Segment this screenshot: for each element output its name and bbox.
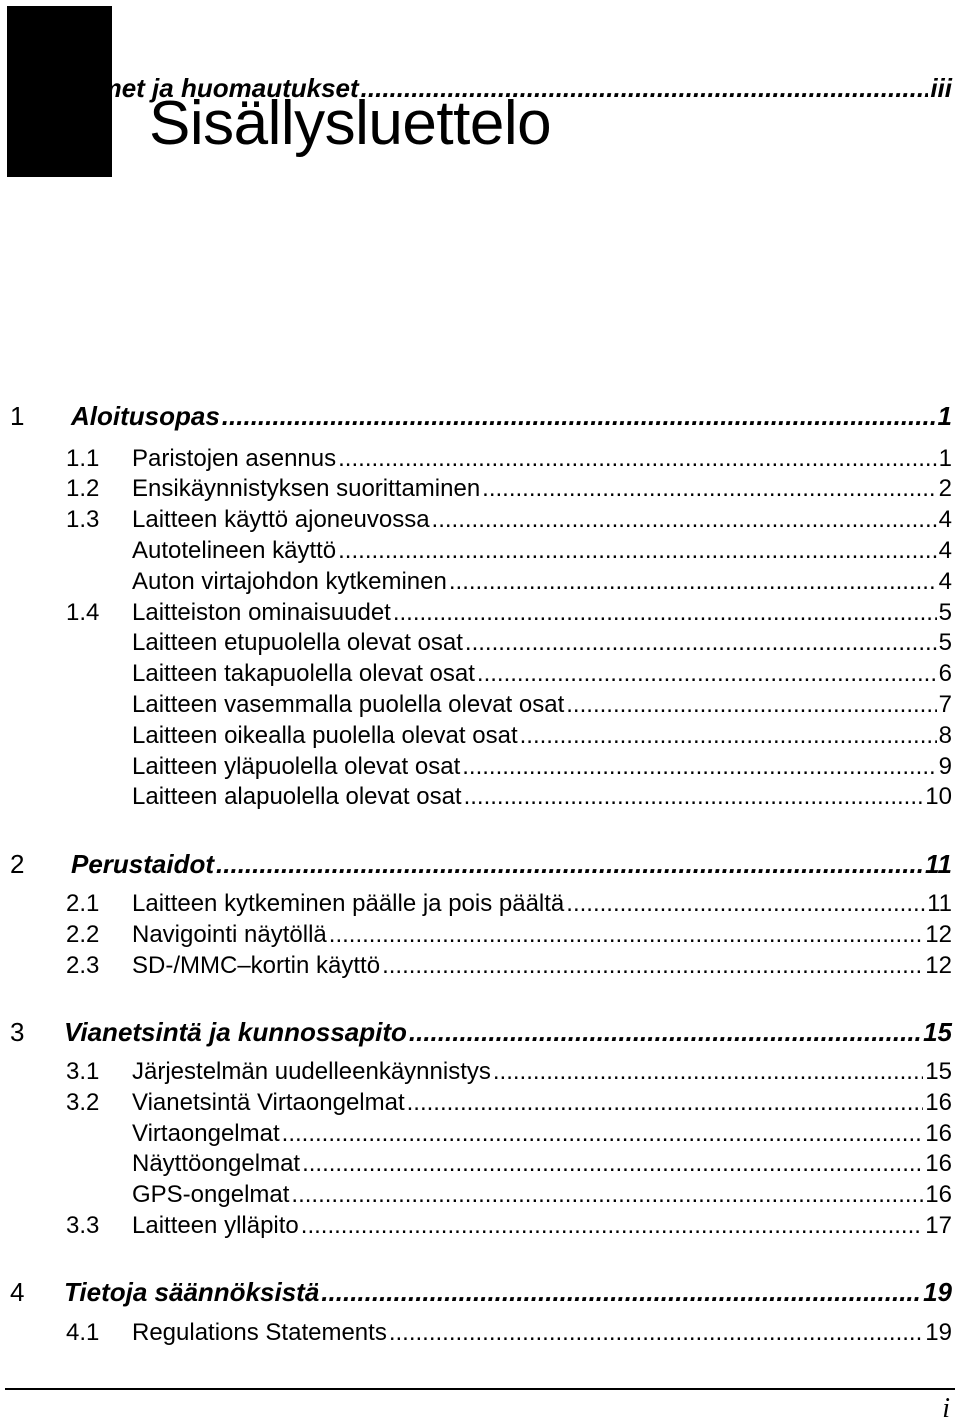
dot-leader (493, 1056, 923, 1088)
toc-page-number: 2 (938, 475, 952, 502)
toc-entry-title: Auton virtajohdon kytkeminen (132, 568, 447, 595)
toc-entry-title: Laitteiston ominaisuudet (132, 599, 391, 626)
toc-entry[interactable] (132, 566, 952, 598)
toc-entry[interactable] (66, 1087, 952, 1119)
dot-leader (301, 1210, 924, 1242)
toc-entry-title: Laitteen oikealla puolella olevat osat (132, 722, 518, 749)
toc-entry-title: Näyttöongelmat (132, 1150, 301, 1177)
dot-leader (282, 1118, 924, 1150)
dot-leader (338, 535, 937, 567)
dot-leader (302, 1148, 923, 1180)
toc-entry[interactable] (10, 846, 952, 882)
dot-leader (566, 888, 925, 920)
toc-entry[interactable] (66, 888, 952, 920)
toc-entry[interactable] (10, 70, 952, 106)
toc-page-number: 7 (938, 691, 952, 718)
toc-page-number: 16 (925, 1150, 952, 1177)
toc-page-number: 10 (925, 783, 952, 810)
toc-chapter-title: Varotoimet ja huomautukset (10, 73, 359, 103)
toc-section-number: 1.4 (66, 599, 100, 626)
toc-entry[interactable] (10, 1014, 952, 1050)
toc-entry-title: Vianetsintä Virtaongelmat (132, 1089, 405, 1116)
toc-page-number: 4 (938, 568, 952, 595)
toc-entry[interactable] (66, 1210, 952, 1242)
toc-chapter-number: 2 (10, 849, 25, 879)
toc-chapter-title: Perustaidot (71, 849, 215, 879)
toc-page-number: 12 (925, 921, 952, 948)
toc-page-number: 17 (925, 1212, 952, 1239)
toc-entry-title: Laitteen yläpuolella olevat osat (132, 753, 461, 780)
dot-leader (482, 473, 936, 505)
toc-page-number: 6 (938, 660, 952, 687)
toc-section-number: 4.1 (66, 1319, 100, 1346)
dot-leader (382, 950, 923, 982)
toc-page-number: 1 (938, 445, 952, 472)
toc-page-number: 9 (938, 753, 952, 780)
toc-page-number: 11 (925, 849, 952, 879)
toc-entry-title: Ensikäynnistyksen suorittaminen (132, 475, 481, 502)
toc-section-number: 2.2 (66, 921, 100, 948)
dot-leader (389, 1317, 923, 1349)
toc-entry[interactable] (132, 1179, 952, 1211)
toc-section-number: 3.3 (66, 1212, 100, 1239)
toc-page-number: 11 (927, 890, 952, 917)
toc-entry-title: Laitteen ylläpito (132, 1212, 299, 1239)
toc-entry-title: Virtaongelmat (132, 1120, 280, 1147)
toc-entry-title: Paristojen asennus (132, 445, 337, 472)
toc-entry-title: Laitteen takapuolella olevat osat (132, 660, 475, 687)
page-title: Sisällysluettelo (149, 89, 552, 158)
footer-divider (5, 1388, 955, 1390)
toc-entry[interactable] (132, 1118, 952, 1150)
toc-entry[interactable] (10, 398, 952, 434)
dot-leader (520, 720, 937, 752)
toc-page-number: 16 (925, 1181, 952, 1208)
dot-leader (449, 566, 937, 598)
toc-entry[interactable] (132, 751, 952, 783)
toc-entry[interactable] (66, 443, 952, 475)
toc-entry-title: GPS-ongelmat (132, 1181, 290, 1208)
toc-entry[interactable] (132, 627, 952, 659)
toc-entry-title: Autotelineen käyttö (132, 537, 337, 564)
toc-chapter-number: 3 (10, 1017, 25, 1047)
dot-leader (465, 627, 937, 659)
toc-page-number: iii (930, 73, 952, 103)
toc-chapter-number: 4 (10, 1277, 25, 1307)
toc-entry-title: Laitteen etupuolella olevat osat (132, 629, 463, 656)
toc-page-number: 19 (925, 1319, 952, 1346)
dot-leader (338, 443, 937, 475)
toc-entry-title: Laitteen kytkeminen päälle ja pois päältä (132, 890, 565, 917)
toc-entry[interactable] (66, 919, 952, 951)
toc-page-number: 4 (938, 537, 952, 564)
toc-page-number: 1 (937, 401, 952, 431)
toc-entry[interactable] (66, 473, 952, 505)
dot-leader (361, 70, 929, 106)
toc-page-number: 16 (925, 1089, 952, 1116)
toc-section-number: 2.1 (66, 890, 100, 917)
toc-section-number: 3.2 (66, 1089, 100, 1116)
toc-section-number: 1.3 (66, 506, 100, 533)
toc-page-number: 12 (925, 952, 952, 979)
toc-entry[interactable] (66, 950, 952, 982)
toc-entry[interactable] (10, 1274, 952, 1310)
toc-entry-title: SD-/MMC–kortin käyttö (132, 952, 381, 979)
toc-entry[interactable] (66, 1056, 952, 1088)
dot-leader (393, 597, 937, 629)
dot-leader (566, 689, 936, 721)
toc-chapter-title: Aloitusopas (71, 401, 220, 431)
toc-section-number: 3.1 (66, 1058, 100, 1085)
toc-chapter-title: Vianetsintä ja kunnossapito (64, 1017, 407, 1047)
toc-page-number: 5 (938, 629, 952, 656)
dot-leader (329, 919, 924, 951)
toc-entry-title: Järjestelmän uudelleenkäynnistys (132, 1058, 491, 1085)
toc-entry[interactable] (132, 1148, 952, 1180)
toc-page-number: 15 (925, 1058, 952, 1085)
toc-page-number: 5 (938, 599, 952, 626)
toc-entry[interactable] (132, 720, 952, 752)
dot-leader (321, 1274, 921, 1310)
toc-entry[interactable] (132, 658, 952, 690)
toc-entry-title: Laitteen alapuolella olevat osat (132, 783, 462, 810)
toc-entry-title: Laitteen vasemmalla puolella olevat osat (132, 691, 565, 718)
toc-entry[interactable] (66, 597, 952, 629)
dot-leader (216, 846, 923, 882)
footer-page-number: i (942, 1393, 950, 1424)
toc-page-number: 19 (923, 1277, 952, 1307)
dot-leader (464, 781, 924, 813)
toc-entry-title: Navigointi näytöllä (132, 921, 327, 948)
toc-page-number: 15 (923, 1017, 952, 1047)
toc-page-number: 4 (938, 506, 952, 533)
toc-section-number: 2.3 (66, 952, 100, 979)
toc-chapter-title: Tietoja säännöksistä (64, 1277, 320, 1307)
dot-leader (409, 1014, 921, 1050)
toc-entry[interactable] (66, 504, 952, 536)
dot-leader (222, 398, 936, 434)
toc-page-number: 8 (938, 722, 952, 749)
toc-entry[interactable] (132, 781, 952, 813)
toc-page-number: 16 (925, 1120, 952, 1147)
toc-entry[interactable] (132, 535, 952, 567)
dot-leader (407, 1087, 924, 1119)
dot-leader (477, 658, 937, 690)
toc-section-number: 1.2 (66, 475, 100, 502)
toc-entry[interactable] (132, 689, 952, 721)
toc-chapter-number: 1 (10, 401, 25, 431)
dot-leader (291, 1179, 923, 1211)
dot-leader (432, 504, 937, 536)
dot-leader (462, 751, 936, 783)
toc-entry[interactable] (66, 1317, 952, 1349)
toc-entry-title: Regulations Statements (132, 1319, 387, 1346)
toc-section-number: 1.1 (66, 445, 100, 472)
toc-entry-title: Laitteen käyttö ajoneuvossa (132, 506, 430, 533)
